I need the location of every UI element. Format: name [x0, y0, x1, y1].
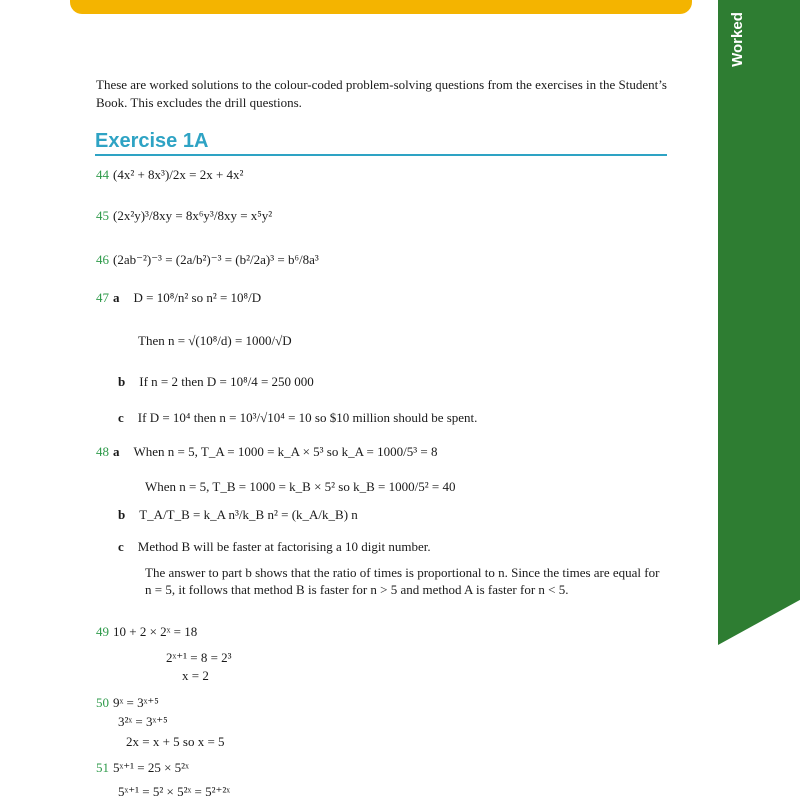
solution-paragraph: The answer to part b shows that the ratio of times is proportional to n. Since the times are equal for n = 5, it follows that method B is faster for n > 5 and method A is faster for n < 5. — [145, 565, 660, 597]
solution-line: 2x = x + 5 so x = 5 — [126, 734, 225, 749]
solution-line: 44 (4x² + 8x³)/2x = 2x + 4x² — [96, 167, 244, 182]
solution-line: 47 a D = 10⁸/n² so n² = 10⁸/D — [96, 290, 262, 305]
exercise-title: Exercise 1A — [95, 130, 667, 156]
solution-line: 2ˣ⁺¹ = 8 = 2³ — [166, 650, 232, 665]
solution-line: 5ˣ⁺¹ = 5² × 5²ˣ = 5²⁺²ˣ — [118, 784, 230, 799]
header-accent-bar — [70, 0, 692, 14]
solution-line: 48 a When n = 5, T_A = 1000 = k_A × 5³ so k_A = 1000/5³ = 8 — [96, 444, 438, 459]
solution-line: 46 (2ab⁻²)⁻³ = (2a/b²)⁻³ = (b²/2a)³ = b⁶/8a³ — [96, 252, 319, 267]
solution-line: 45 (2x²y)³/8xy = 8x⁶y³/8xy = x⁵y² — [96, 208, 273, 223]
solution-line: Then n = √(10⁸/d) = 1000/√D — [138, 333, 292, 348]
solution-line: b T_A/T_B = k_A n³/k_B n² = (k_A/k_B) n — [118, 507, 358, 522]
side-tab-label: Worked — [728, 11, 746, 67]
solution-line: x = 2 — [182, 668, 209, 683]
solution-line: c Method B will be faster at factorising a 10 digit number. — [118, 539, 431, 554]
side-tab — [718, 0, 800, 645]
solution-line: 49 10 + 2 × 2ˣ = 18 — [96, 624, 198, 639]
solution-line: 3²ˣ = 3ˣ⁺⁵ — [118, 714, 168, 729]
solution-line: When n = 5, T_B = 1000 = k_B × 5² so k_B = 1000/5² = 40 — [145, 479, 456, 494]
solution-line: 50 9ˣ = 3ˣ⁺⁵ — [96, 695, 159, 710]
solution-line: c If D = 10⁴ then n = 10³/√10⁴ = 10 so $10 million should be spent. — [118, 410, 478, 425]
solution-line: b If n = 2 then D = 10⁸/4 = 250 000 — [118, 374, 314, 389]
intro-paragraph: These are worked solutions to the colour-coded problem-solving questions from the exercises in the Student’s Book. This excludes the drill questions. — [96, 77, 667, 110]
solution-line: 51 5ˣ⁺¹ = 25 × 5²ˣ — [96, 760, 189, 775]
